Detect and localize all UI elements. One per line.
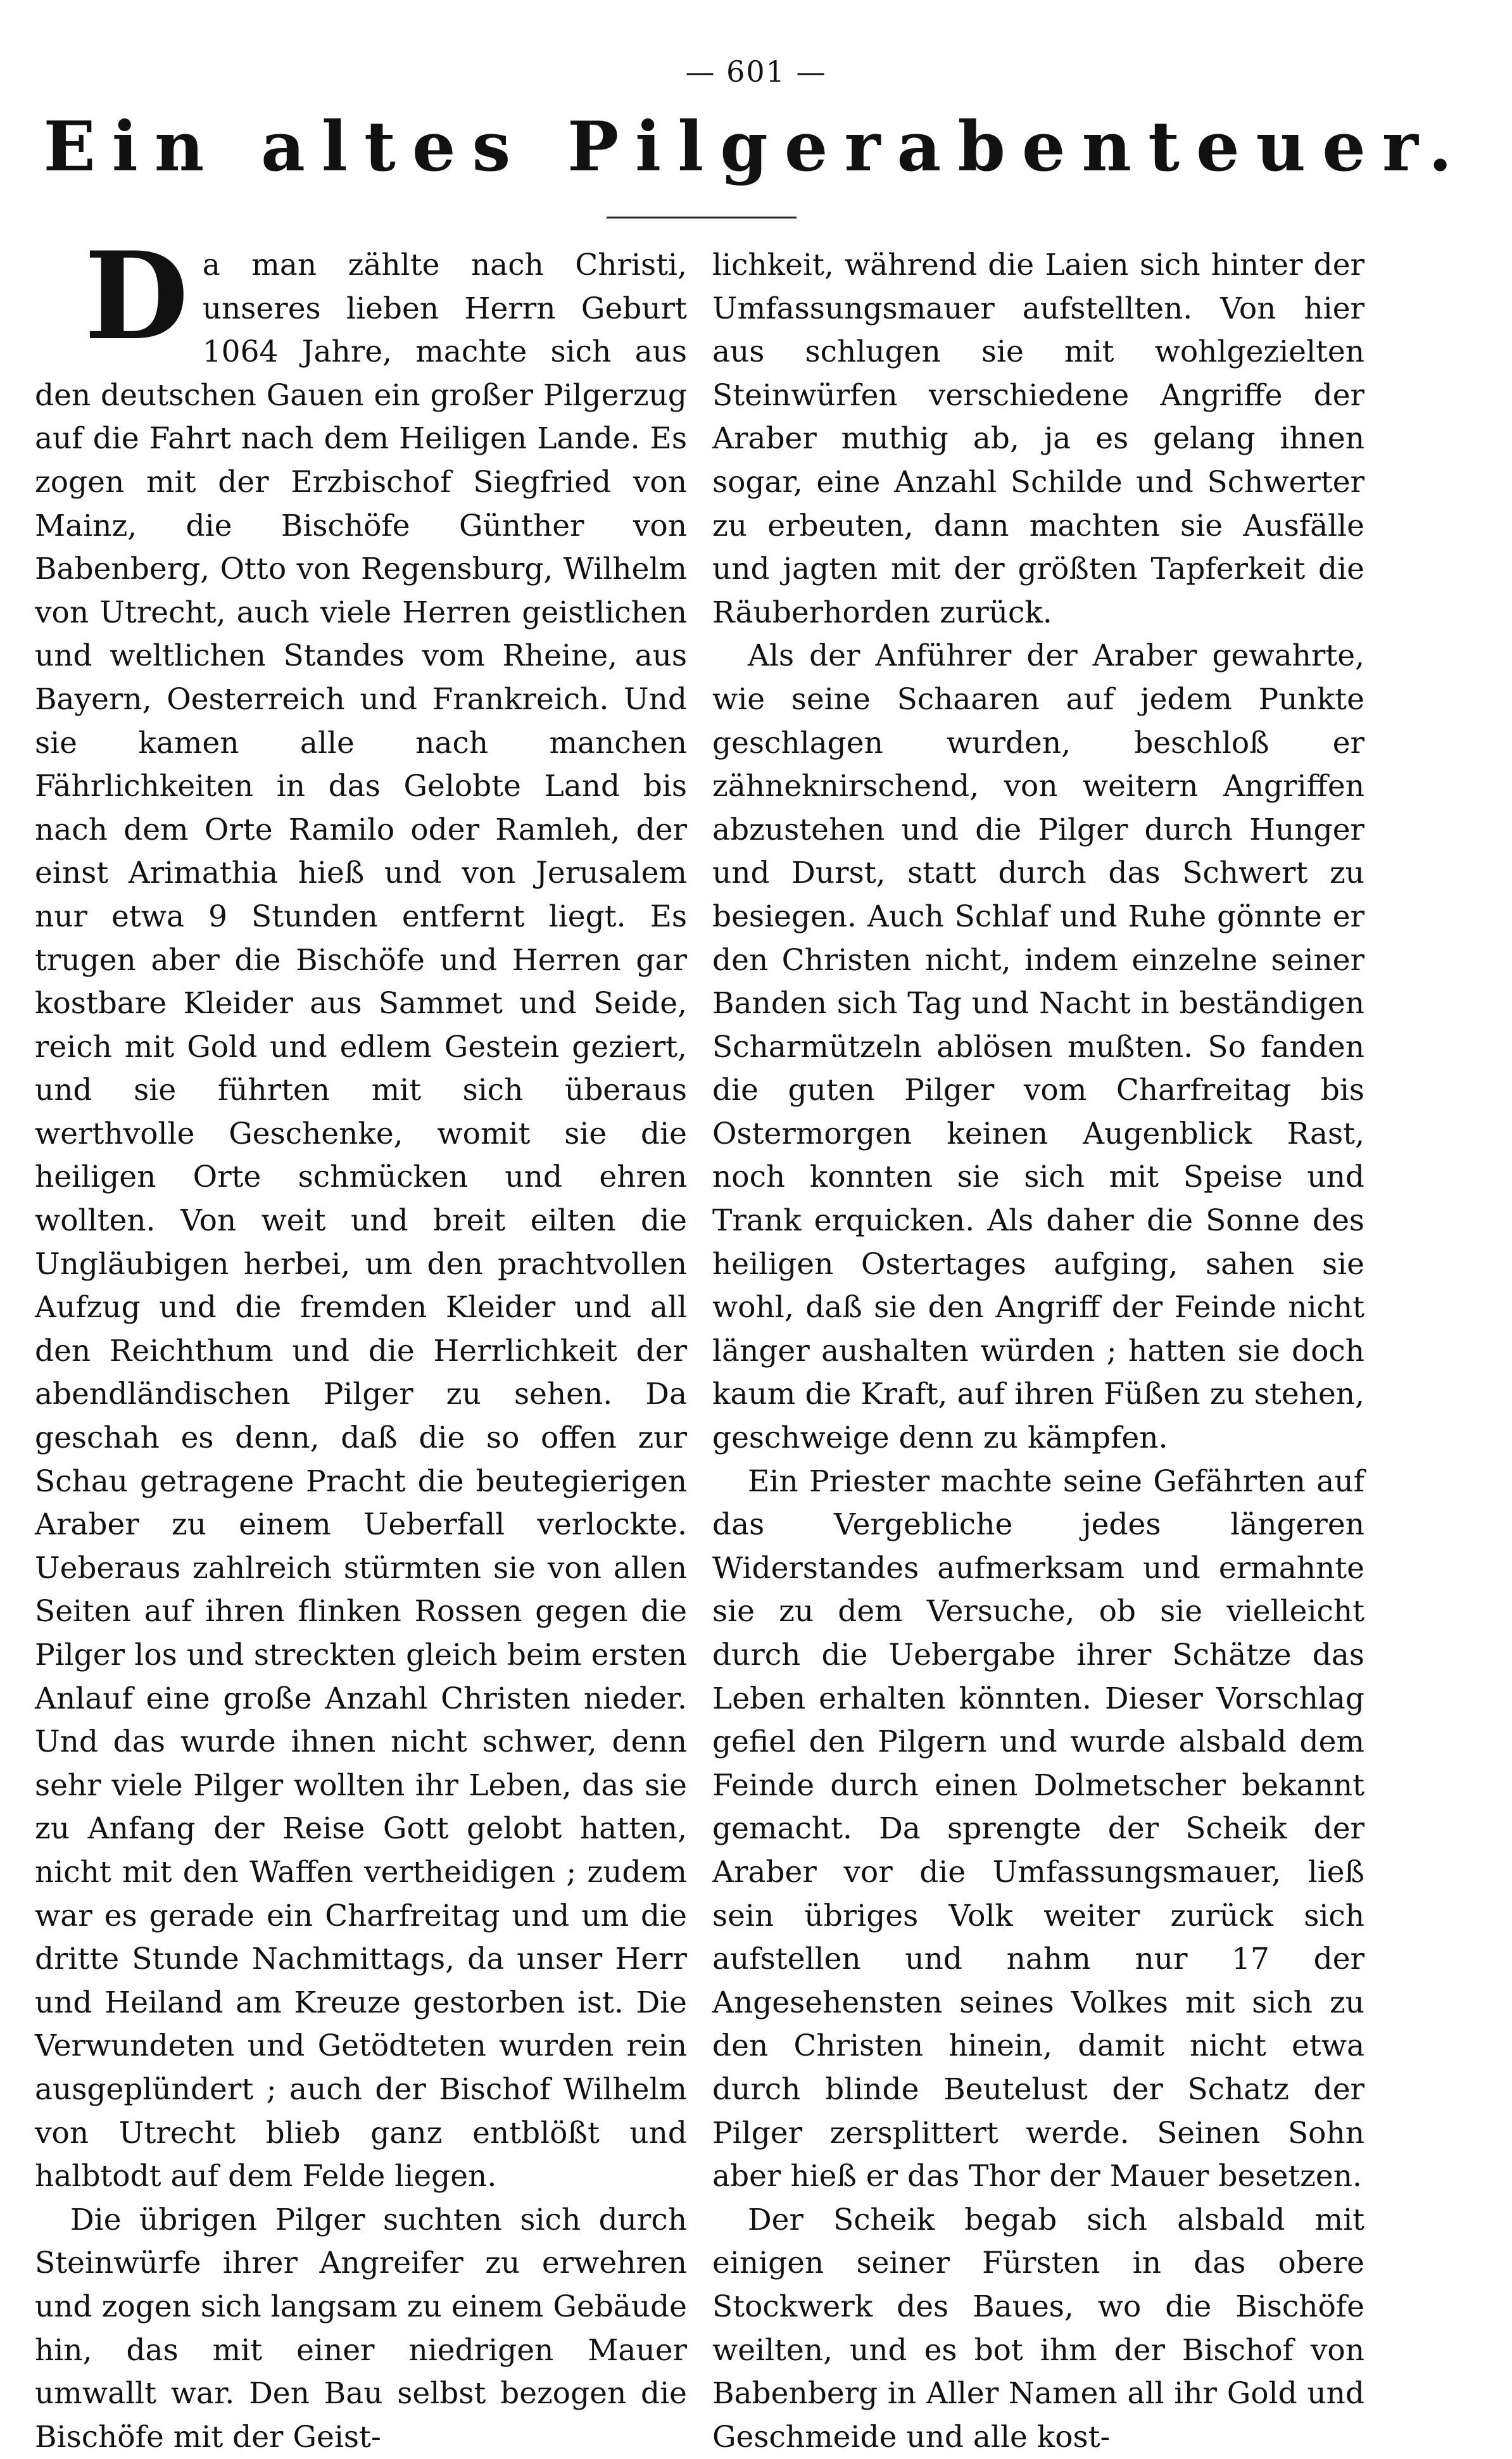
title-divider xyxy=(607,217,797,218)
paragraph: Die übrigen Pilger suchten sich durch Steinwürfe ihrer Angreifer zu erwehren und zogen sich langsam zu einem Gebäude hin, das mit einer niedrigen Mauer umwallt war. Den Bau selbst bezogen die Bischöfe mit der Geist- xyxy=(35,2202,687,2455)
paragraph: a man zählte nach Christi, unseres lieben Herrn Geburt 1064 Jahre, machte sich aus den deutschen Gauen ein großer Pilgerzug auf die Fahrt nach dem Heiligen Lande. Es zogen mit der Erzbischof Siegfried von Mainz, die Bischöfe Günther von Babenberg, Otto von Regensburg, Wilhelm von Utrecht, auch viele Herren geistlichen und weltlichen Standes vom Rheine, aus Bayern, Oesterreich und Frankreich. Und sie kamen alle nach manchen Fährlichkeiten in das Gelobte Land bis nach dem Orte Ramilo oder Ramleh, der einst Arimathia hieß und von Jerusalem nur etwa 9 Stunden entfernt liegt. Es trugen aber die Bischöfe und Herren gar kostbare Kleider aus Sammet und Seide, reich mit Gold und edlem Gestein geziert, und sie führten mit sich überaus werthvolle Geschenke, womit sie die heiligen Orte schmücken und ehren wollten. Von weit und breit eilten die Ungläubigen herbei, um den prachtvollen Aufzug und die fremden Kleider und all den Reichthum und die Herrlichkeit der abendländischen Pilger zu sehen. Da geschah es denn, daß die so offen zur Schau getragene Pracht die beutegierigen Araber zu einem Ueberfall verlockte. Ueberaus zahlreich stürmten sie von allen Seiten auf ihren flinken Rossen gegen die Pilger los und streckten gleich beim ersten Anlauf eine große Anzahl Christen nieder. Und das wurde ihnen nicht schwer, denn sehr viele Pilger wollten ihr Leben, das sie zu Anfang der Reise Gott gelobt hatten, nicht mit den Waffen vertheidigen ; zudem war es gerade ein Charfreitag und um die dritte Stunde Nachmittags, da unser Herr und Heiland am Kreuze gestorben ist. Die Verwundeten und Getödteten wurden rein ausgeplündert ; auch der Bischof Wilhelm von Utrecht blieb ganz entblößt und halbtodt auf dem Felde liegen. xyxy=(35,248,687,2194)
left-column xyxy=(35,225,687,2459)
paragraph: Ein Priester machte seine Gefährten auf das Vergebliche jedes längeren Widerstandes aufmerksam und ermahnte sie zu dem Versuche, ob sie vielleicht durch die Uebergabe ihrer Schätze das Leben erhalten könnten. Dieser Vorschlag gefiel den Pilgern und wurde alsbald dem Feinde durch einen Dolmetscher bekannt gemacht. Da sprengte der Scheik der Araber vor die Umfassungsmauer, ließ sein übriges Volk weiter zurück sich aufstellen und nahm nur 17 der Angesehensten seines Volkes mit sich zu den Christen hinein, damit nicht etwa durch blinde Beutelust der Schatz der Pilger zersplittert werde. Seinen Sohn aber hieß er das Thor der Mauer besetzen. xyxy=(712,1463,1364,2194)
paragraph: Der Scheik begab sich alsbald mit einigen seiner Fürsten in das obere Stockwerk des Baues, wo die Bischöfe weilten, und es bot ihm der Bischof von Babenberg in Aller Namen all ihr Gold und Geschmeide und alle kost- xyxy=(712,2202,1364,2455)
right-column xyxy=(712,244,1364,2459)
drop-cap-initial: D xyxy=(84,225,189,367)
paragraph: lichkeit, während die Laien sich hinter der Umfassungsmauer aufstellten. Von hier aus schlugen sie mit wohlgezielten Steinwürfen verschiedene Angriffe der Araber muthig ab, ja es gelang ihnen sogar, eine Anzahl Schilde und Schwerter zu erbeuten, dann machten sie Ausfälle und jagten mit der größten Tapferkeit die Räuberhorden zurück. xyxy=(712,248,1364,630)
paragraph: Als der Anführer der Araber gewahrte, wie seine Schaaren auf jedem Punkte geschlagen wurden, beschloß er zähneknirschend, von weitern Angriffen abzustehen und die Pilger durch Hunger und Durst, statt durch das Schwert zu besiegen. Auch Schlaf und Ruhe gönnte er den Christen nicht, indem einzelne seiner Banden sich Tag und Nacht in beständigen Scharmützeln ablösen mußten. So fanden die guten Pilger vom Charfreitag bis Ostermorgen keinen Augenblick Rast, noch konnten sie sich mit Speise und Trank erquicken. Als daher die Sonne des heiligen Ostertages aufging, sahen sie wohl, daß sie den Angriff der Feinde nicht länger aushalten würden ; hatten sie doch kaum die Kraft, auf ihren Füßen zu stehen, geschweige denn zu kämpfen. xyxy=(712,638,1364,1456)
article-title: Ein altes Pilgerabenteuer. xyxy=(43,107,1469,187)
page-number: — 601 — xyxy=(685,54,827,89)
